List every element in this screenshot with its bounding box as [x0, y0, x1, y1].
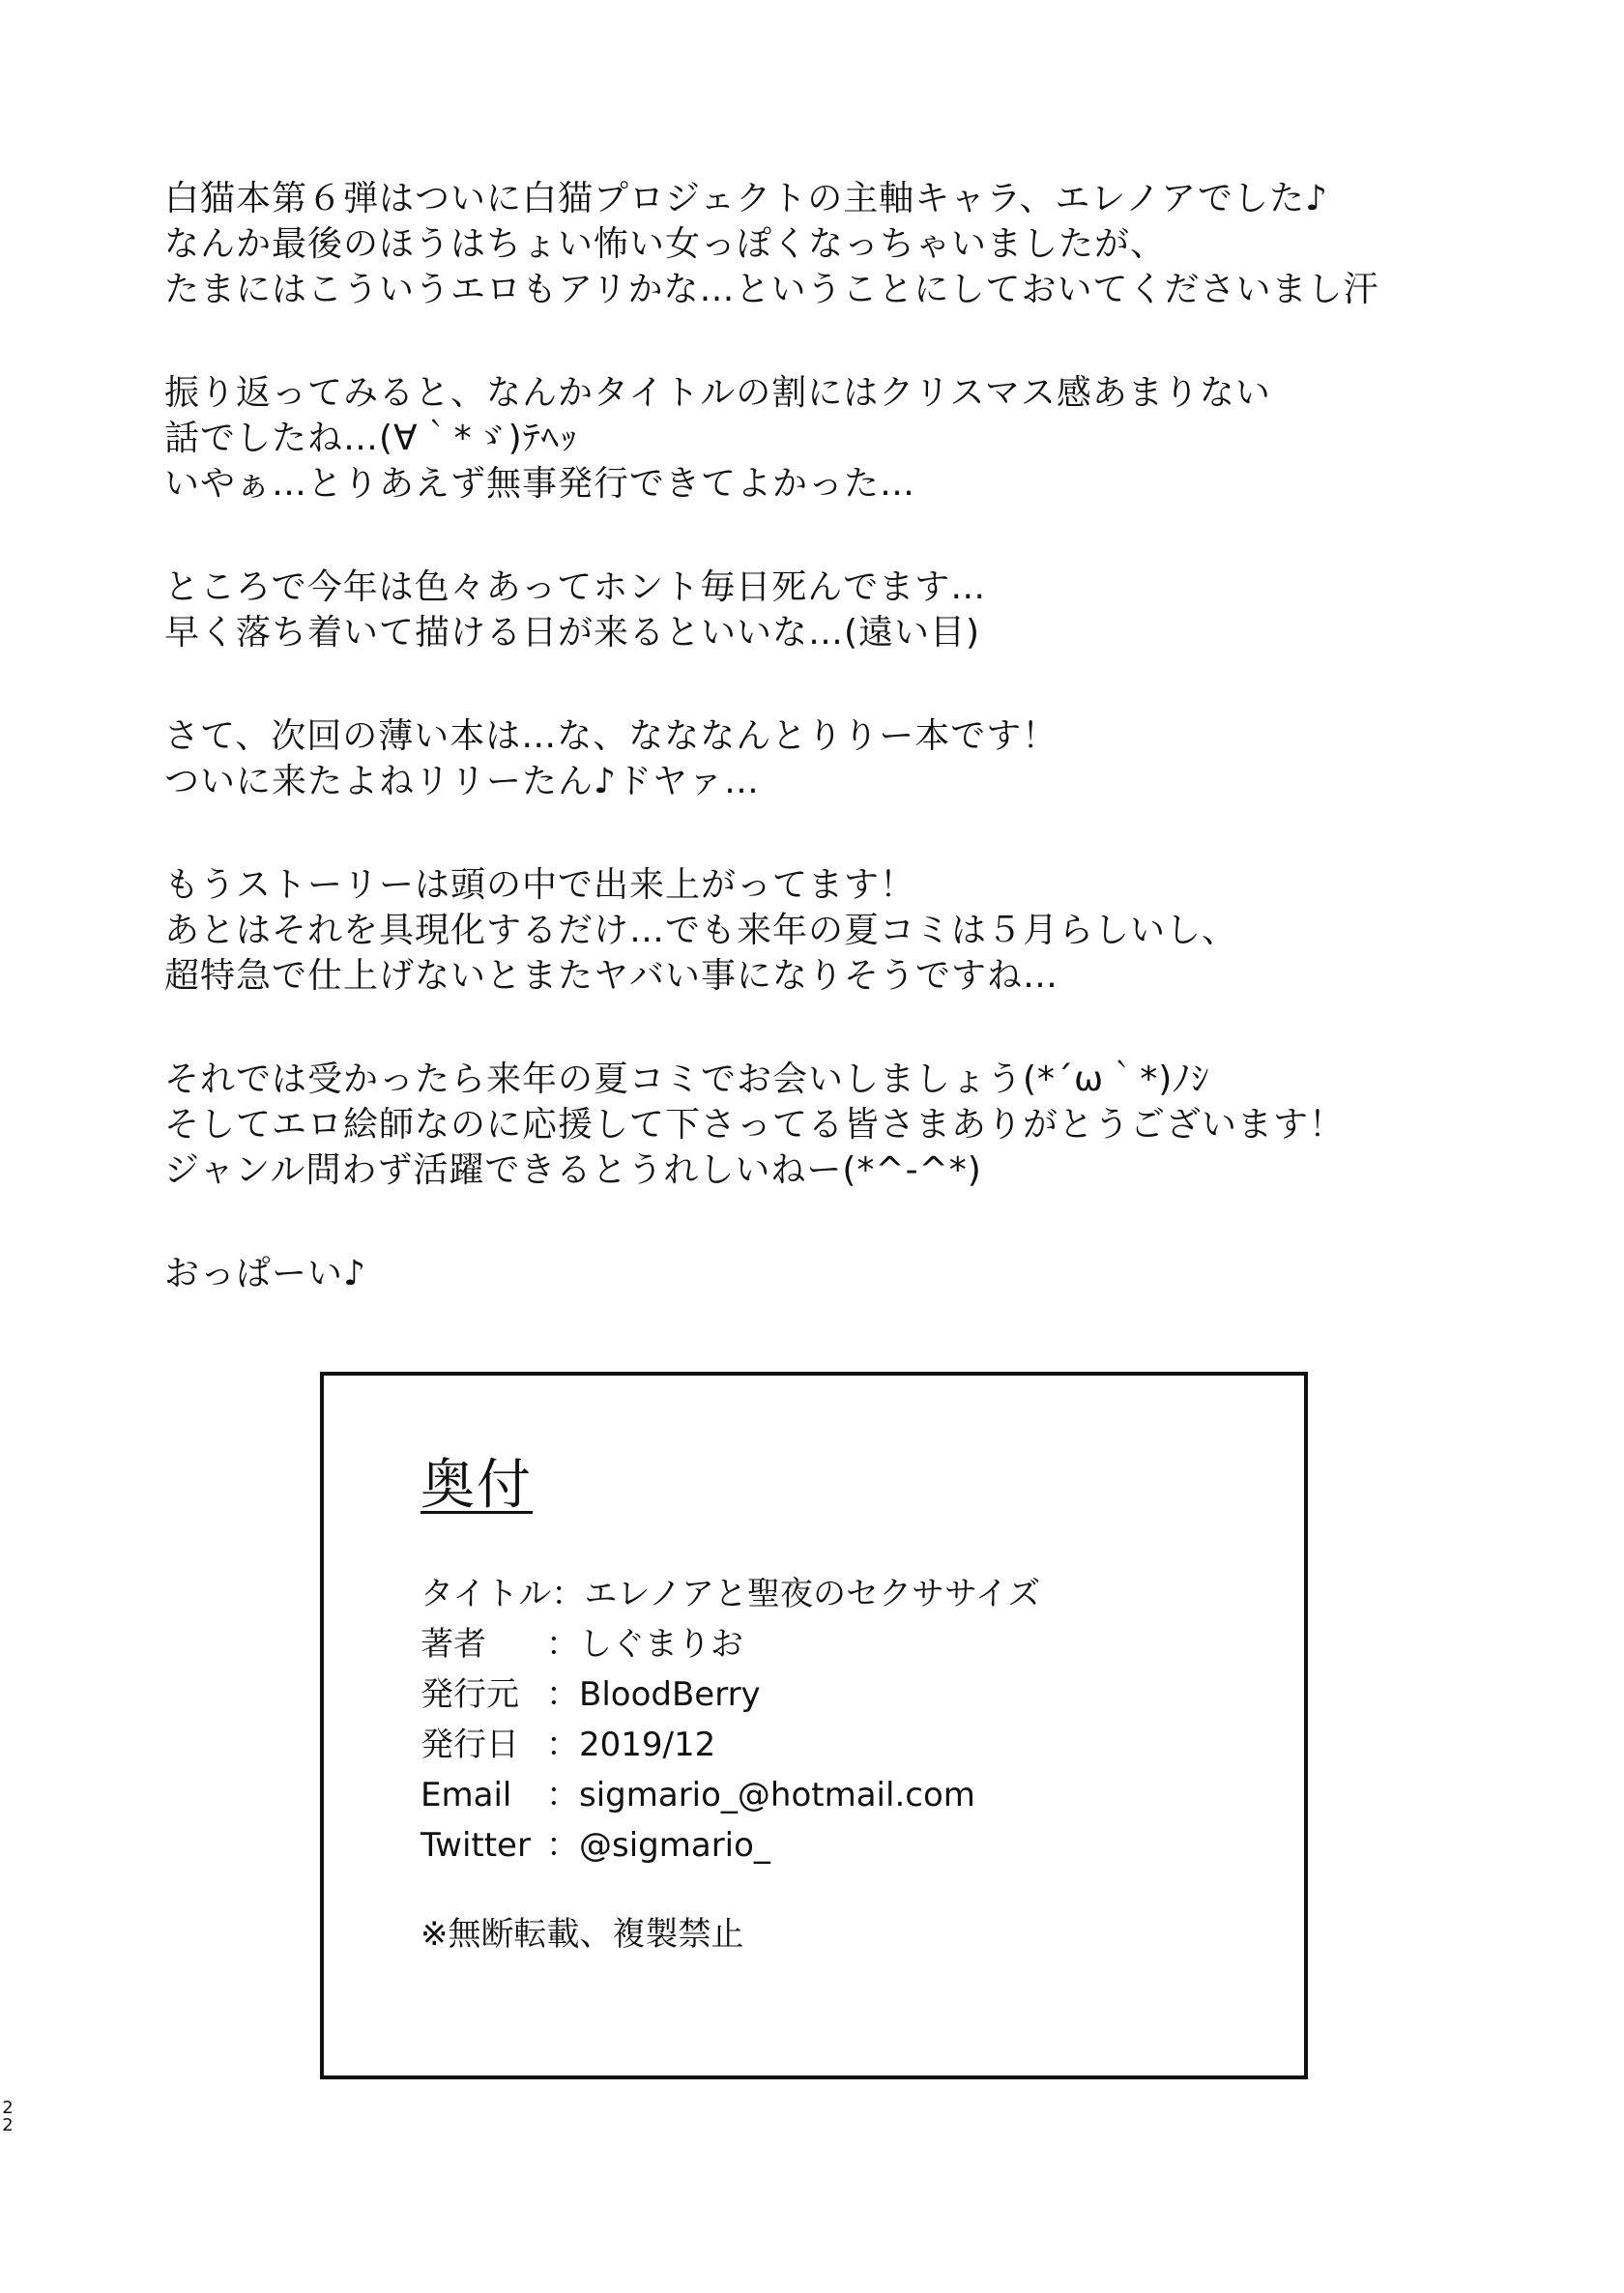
title-separator: ：: [551, 1575, 585, 1613]
email-value: sigmario_@hotmail.com: [579, 1776, 975, 1814]
afterword-paragraph-6: [164, 1057, 1556, 1193]
date-label: 発行日: [420, 1726, 519, 1764]
publisher-value: BloodBerry: [579, 1675, 761, 1714]
date-separator: ：: [546, 1726, 579, 1764]
colophon-heading: 奥付: [420, 1454, 533, 1517]
email-separator: ：: [546, 1776, 579, 1814]
page-number: 22: [2, 2098, 14, 2135]
colophon-row-author: [420, 1619, 1040, 1669]
copyright-notice: ※無断転載、複製禁止: [420, 1915, 744, 1954]
afterword-paragraph-5: [164, 862, 1556, 999]
twitter-value: @sigmario_: [579, 1826, 770, 1865]
text-line: さて、次回の薄い本は…な、なななんとりりー本です！: [164, 716, 1058, 756]
colophon-row-email: [420, 1770, 1040, 1820]
text-line: そしてエロ絵師なのに応援して下さってる皆さまありがとうございます！: [164, 1105, 1346, 1145]
afterword-paragraph-1: [164, 176, 1556, 312]
afterword-paragraph-7: [164, 1251, 1556, 1296]
text-line: ついに来たよねリリーたん♪ドヤァ…: [164, 762, 760, 801]
twitter-label: Twitter: [420, 1826, 531, 1865]
afterword-paragraph-2: [164, 370, 1556, 507]
publisher-label: 発行元: [420, 1675, 519, 1714]
colophon-details: [420, 1569, 1040, 1871]
text-line: それでは受かったら来年の夏コミでお会いしましょう(*´ω｀*)ﾉｼ: [164, 1059, 1210, 1099]
text-line: もうストーリーは頭の中で出来上がってます！: [164, 865, 916, 905]
afterword-paragraph-4: [164, 713, 1556, 804]
text-line: ジャンル問わず活躍できるとうれしいねー(*^-^*): [164, 1150, 982, 1190]
colophon-row-date: [420, 1720, 1040, 1770]
title-value: エレノアと聖夜のセクササイズ: [584, 1575, 1041, 1613]
author-value: しぐまりお: [579, 1625, 743, 1664]
text-line: 振り返ってみると、なんかタイトルの割にはクリスマス感あまりない: [164, 373, 1271, 413]
author-label: 著者: [420, 1625, 486, 1664]
colophon-row-title: [420, 1569, 1040, 1619]
text-line: 早く落ち着いて描ける日が来るといいな…(遠い目): [164, 613, 981, 653]
text-line: ところで今年は色々あってホント毎日死んでます…: [164, 567, 987, 607]
text-line: 超特急で仕上げないとまたヤバい事になりそうですね…: [164, 956, 1059, 996]
colophon-box: [320, 1372, 1308, 2079]
afterword-paragraph-3: [164, 565, 1556, 655]
text-line: なんか最後のほうはちょい怖い女っぽくなっちゃいましたが、: [164, 224, 1167, 264]
title-label: タイトル: [420, 1575, 552, 1613]
twitter-separator: ：: [546, 1826, 579, 1865]
colophon-row-twitter: [420, 1820, 1040, 1871]
text-line: たまにはこういうエロもアリかな…ということにしておいてくださいまし汗: [164, 270, 1379, 309]
text-line: 話でしたね…(∀｀*ゞ)ﾃﾍｯ: [164, 419, 578, 458]
colophon-row-publisher: [420, 1669, 1040, 1720]
email-label: Email: [420, 1776, 512, 1814]
text-line: いやぁ…とりあえず無事発行できてよかった…: [164, 464, 916, 504]
text-line: おっぱーい♪: [164, 1254, 366, 1293]
afterword-text: [164, 176, 1556, 1354]
date-value: 2019/12: [579, 1726, 716, 1764]
author-separator: ：: [546, 1625, 579, 1664]
publisher-separator: ：: [546, 1675, 579, 1714]
text-line: あとはそれを具現化するだけ…でも来年の夏コミは５月らしいし、: [164, 911, 1238, 950]
text-line: 白猫本第６弾はついに白猫プロジェクトの主軸キャラ、エレノアでした♪: [164, 179, 1329, 218]
